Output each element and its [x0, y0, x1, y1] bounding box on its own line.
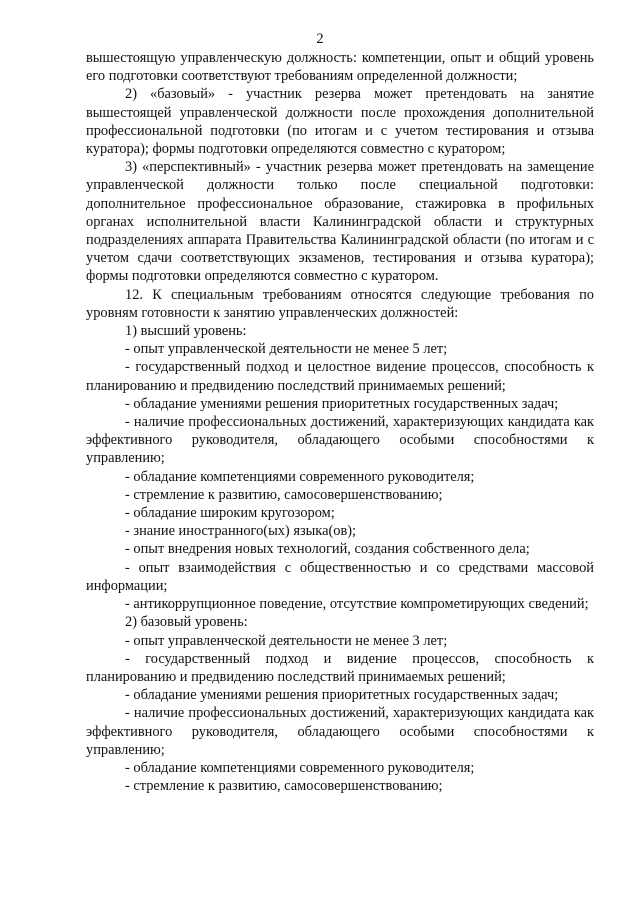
list-heading: 1) высший уровень:	[125, 323, 247, 340]
list-item: - опыт управленческой деятельности не менее 5 лет;	[125, 341, 448, 358]
list-item: - обладание компетенциями современного руководителя;	[125, 759, 475, 776]
document-body	[86, 49, 594, 795]
list-item: - стремление к развитию, самосовершенствованию;	[125, 778, 443, 795]
list-item: - наличие профессиональных достижений, характеризующих кандидата как эффективного руководителя, обладающего особыми способностями к управлению;	[86, 414, 594, 467]
list-item: - государственный подход и целостное видение процессов, способность к планированию и предвидению последствий принимаемых решений;	[86, 359, 594, 394]
paragraph: 3) «перспективный» - участник резерва может претендовать на замещение управленческой должности только после специальной подготовки: дополнительное профессиональное образование, стажировка в профильных органах исполнительной власти Калининградской области и структурных подразделениях аппарата Правительства Калининградской области (по итогам и с учетом сдачи соответствующих экзаменов, тестирования и отзыва куратора); формы подготовки определяются совместно с куратором.	[86, 159, 594, 285]
list-item: - наличие профессиональных достижений, характеризующих кандидата как эффективного руководителя, обладающего особыми способностями к управлению;	[86, 705, 594, 758]
list-item: - обладание компетенциями современного руководителя;	[125, 468, 475, 485]
list-item: - стремление к развитию, самосовершенствованию;	[125, 486, 443, 503]
list-item: - опыт внедрения новых технологий, создания собственного дела;	[125, 541, 530, 558]
paragraph: 2) «базовый» - участник резерва может претендовать на занятие вышестоящей управленческой должности после прохождения дополнительной профессиональной подготовки (по итогам и с учетом тестирования и отзыва куратора); формы подготовки определяются совместно с куратором;	[86, 86, 594, 158]
list-item: - обладание умениями решения приоритетных государственных задач;	[125, 687, 559, 704]
list-item: - опыт взаимодействия с общественностью и со средствами массовой информации;	[86, 559, 594, 594]
list-item: - обладание широким кругозором;	[125, 505, 335, 522]
list-item: - знание иностранного(ых) языка(ов);	[125, 523, 357, 540]
list-item: - антикоррупционное поведение, отсутствие компрометирующих сведений;	[125, 596, 589, 613]
list-heading: 2) базовый уровень:	[125, 614, 248, 631]
list-item: - государственный подход и видение процессов, способность к планированию и предвидению последствий принимаемых решений;	[86, 650, 594, 685]
page-number: 2	[316, 31, 324, 47]
paragraph: вышестоящую управленческую должность: компетенции, опыт и общий уровень его подготовки соответствуют требованиям определенной должности;	[86, 50, 594, 85]
paragraph: 12. К специальным требованиям относятся следующие требования по уровням готовности к занятию управленческих должностей:	[86, 286, 594, 321]
list-item: - опыт управленческой деятельности не менее 3 лет;	[125, 632, 448, 649]
list-item: - обладание умениями решения приоритетных государственных задач;	[125, 395, 559, 412]
